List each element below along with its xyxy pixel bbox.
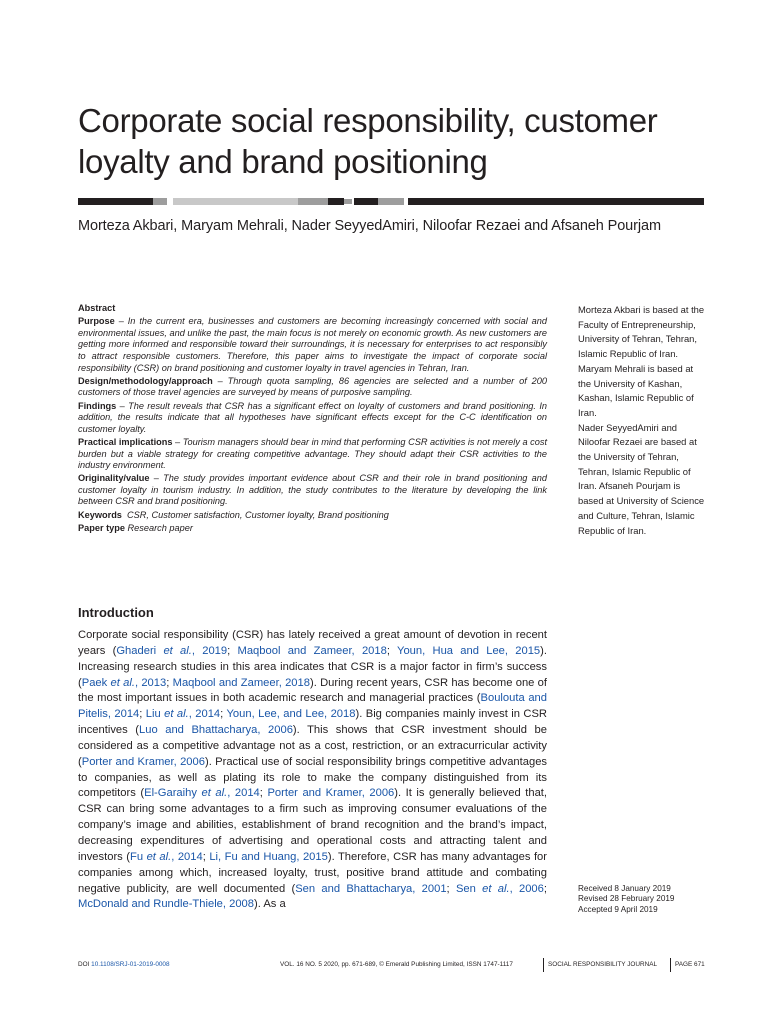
abstract-paper-type — [78, 523, 547, 535]
abstract-keywords — [78, 510, 547, 522]
author-affiliations — [578, 303, 708, 538]
volume-info: VOL. 16 NO. 5 2020, pp. 671-689, © Emerald Publishing Limited, ISSN 1747-1117 — [280, 961, 513, 968]
citation-link[interactable]: Sen and Bhattacharya, 2001 — [295, 882, 447, 895]
citation-link[interactable]: Boulouta and Pitelis, 2014 — [78, 692, 547, 721]
keywords-text: CSR, Customer satisfaction, Customer loyalty, Brand positioning — [127, 509, 389, 520]
accepted-date: Accepted 9 April 2019 — [578, 904, 658, 914]
citation-link[interactable]: Maqbool and Zameer, 2018 — [237, 644, 387, 657]
abstract-findings: Findings – The result reveals that CSR has a significant effect on loyalty of customers and brand positioning. In addition, the results indicate that all hypotheses have significant effects except for the C-C identification on customer loyalty. — [78, 400, 547, 434]
abstract-practical: Practical implications – Tourism managers should bear in mind that performing CSR activities is not merely a cost burden but a viable strategy for creating competitive advantage. They should adapt their CSR activities to the industry environment. — [78, 436, 547, 471]
citation-link[interactable]: Paek et al., 2013 — [81, 676, 167, 689]
practical-label: Practical implications — [78, 436, 173, 447]
abstract-design: Design/methodology/approach – Through quota sampling, 86 agencies are selected and a number of 200 customers of those travel agencies are surveyed by means of purposive sampling. — [78, 375, 548, 398]
citation-link[interactable]: El-Garaihy et al., 2014 — [144, 787, 260, 800]
citation-link[interactable]: Ghaderi et al., 2019 — [116, 644, 228, 657]
paper-type-text: Research paper — [127, 522, 193, 533]
purpose-label: Purpose — [78, 316, 115, 327]
citation-link[interactable]: Li, Fu and Huang, 2015 — [209, 850, 328, 863]
design-label: Design/methodology/approach — [78, 375, 213, 386]
journal-name: SOCIAL RESPONSIBILITY JOURNAL — [543, 958, 657, 972]
citation-link[interactable]: Maqbool and Zameer, 2018 — [172, 676, 310, 689]
findings-label: Findings — [78, 400, 117, 411]
purpose-text: In the current era, businesses and customers are becoming increasingly concerned with social and environmental issues, and unlike the past, the main focus is not merely on economic growth. As new customers are getting more informed and responsible toward their surroundings, it is necessary for enterprises to act responsibly to attract responsible customers. Therefore, this paper aims to investigate the impact of corporate social responsibility (CSR) on brand positioning and customer loyalty in travel agencies in Tehran, Iran. — [78, 316, 547, 373]
decorative-rule-graphic — [78, 198, 704, 206]
affiliation-paragraph-1: Morteza Akbari is based at the Faculty of Entrepreneurship, University of Tehran, Tehran, Islamic Republic of Iran. Maryam Mehrali is based at the University of Kashan, Kashan, Islamic Republic of Iran. — [578, 304, 705, 418]
introduction-heading: Introduction — [78, 605, 154, 620]
citation-link[interactable]: Porter and Kramer, 2006 — [81, 755, 205, 768]
citation-link[interactable]: Sen et al., 2006 — [455, 882, 544, 895]
originality-text: The study provides important evidence about CSR and their role in brand positioning and customer loyalty in tourism industry. In addition, the study contributes to the literature by developing the link between CSR and brand positioning. — [78, 473, 548, 507]
citation-link[interactable]: Youn, Hua and Lee, 2015 — [397, 644, 541, 657]
keywords-label: Keywords — [78, 509, 122, 520]
practical-text: Tourism managers should bear in mind that performing CSR activities is not merely a cost burden but a viable strategy for creating competitive advantage. They should adapt their CSR activities to the industry environment. — [78, 436, 547, 471]
citation-link[interactable]: Fu et al., 2014 — [130, 850, 203, 863]
page-footer — [78, 958, 708, 972]
abstract-section — [78, 303, 547, 536]
citation-link[interactable]: Youn, Lee, and Lee, 2018 — [226, 708, 356, 721]
citation-link[interactable]: Luo and Bhattacharya, 2006 — [139, 724, 293, 737]
page-number: PAGE 671 — [670, 958, 705, 972]
received-date: Received 8 January 2019 — [578, 884, 671, 893]
doi: DOI 10.1108/SRJ-01-2019-0008 — [78, 961, 170, 968]
abstract-heading: Abstract — [78, 303, 116, 313]
design-text: Through quota sampling, 86 agencies are selected and a number of 200 customers of those travel agencies are surveyed by means of purposive sampling. — [78, 375, 548, 398]
doi-link[interactable]: 10.1108/SRJ-01-2019-0008 — [91, 961, 170, 968]
findings-text: The result reveals that CSR has a significant effect on loyalty of customers and brand positioning. In addition, the results indicate that all hypotheses have significant effects except for the C-C identification on customer loyalty. — [78, 400, 547, 434]
revised-date: Revised 28 February 2019 — [578, 894, 675, 904]
abstract-purpose: Purpose – In the current era, businesses and customers are becoming increasingly concerned with social and environmental issues, and unlike the past, the main focus is not merely on economic growth. As new customers are getting more informed and responsible toward their surroundings, it is necessary for enterprises to act responsibly to attract responsible customers. Therefore, this paper aims to investigate the impact of corporate social responsibility (CSR) on brand positioning and customer loyalty in travel agencies in Tehran, Iran. — [78, 316, 547, 373]
article-dates — [578, 884, 708, 915]
paper-type-label: Paper type — [78, 522, 125, 533]
citation-link[interactable]: Liu et al., 2014 — [145, 708, 221, 721]
originality-label: Originality/value — [78, 473, 150, 484]
abstract-originality: Originality/value – The study provides important evidence about CSR and their role in brand positioning and customer loyalty in tourism industry. In addition, the study contributes to the literature by developing the link between CSR and brand positioning. — [78, 473, 548, 507]
introduction-paragraph: Corporate social responsibility (CSR) has lately received a great amount of devotion in recent years (Ghaderi et al., 2019; Maqbool and Zameer, 2018; Youn, Hua and Lee, 2015). Increasing research studies in this area indicates that CSR is a major factor in firm’s success (Paek et al., 2013; Maqbool and Zameer, 2018). During recent years, CSR has become one of the most important issues in both academic research and managerial practices (Boulouta and Pitelis, 2014; Liu et al., 2014; Youn, Lee, and Lee, 2018). Big companies mainly invest in CSR incentives (Luo and Bhattacharya, 2006). This shows that CSR investment should be considered as a competitive advantage not as a cost, restriction, or an extracurricular activity (Porter and Kramer, 2006). Practical use of social responsibility brings competitive advantages to companies, as well as plating its role to make the company distinguished from its competitors (El-Garaihy et al., 2014; Porter and Kramer, 2006). It is generally believed that, CSR can bring some advantages to a firm such as improving consumer evaluations of the company’s image and abilities, establishment of brand recognition and the brand’s impact, decreasing expenditures of advertising and operational costs and attracting talent and investors (Fu et al., 2014; Li, Fu and Huang, 2015). Therefore, CSR has many advantages for companies among which, increased loyalty, trust, positive brand attitude and combating negative publicity, are well documented (Sen and Bhattacharya, 2001; Sen et al., 2006; McDonald and Rundle-Thiele, 2008). As a — [78, 629, 548, 911]
article-title: Corporate social responsibility, customer loyalty and brand positioning — [78, 102, 658, 180]
author-list: Morteza Akbari, Maryam Mehrali, Nader SeyyedAmiri, Niloofar Rezaei and Afsaneh Pourjam — [78, 218, 661, 234]
affiliation-paragraph-2: Nader SeyyedAmiri and Niloofar Rezaei are based at the University of Tehran, Tehran, Islamic Republic of Iran. Afsaneh Pourjam is based at University of Science and Culture, Tehran, Islamic Republic of Iran. — [578, 421, 705, 536]
title-rule — [78, 198, 704, 206]
citation-link[interactable]: McDonald and Rundle-Thiele, 2008 — [78, 898, 255, 911]
citation-link[interactable]: Porter and Kramer, 2006 — [267, 787, 395, 800]
